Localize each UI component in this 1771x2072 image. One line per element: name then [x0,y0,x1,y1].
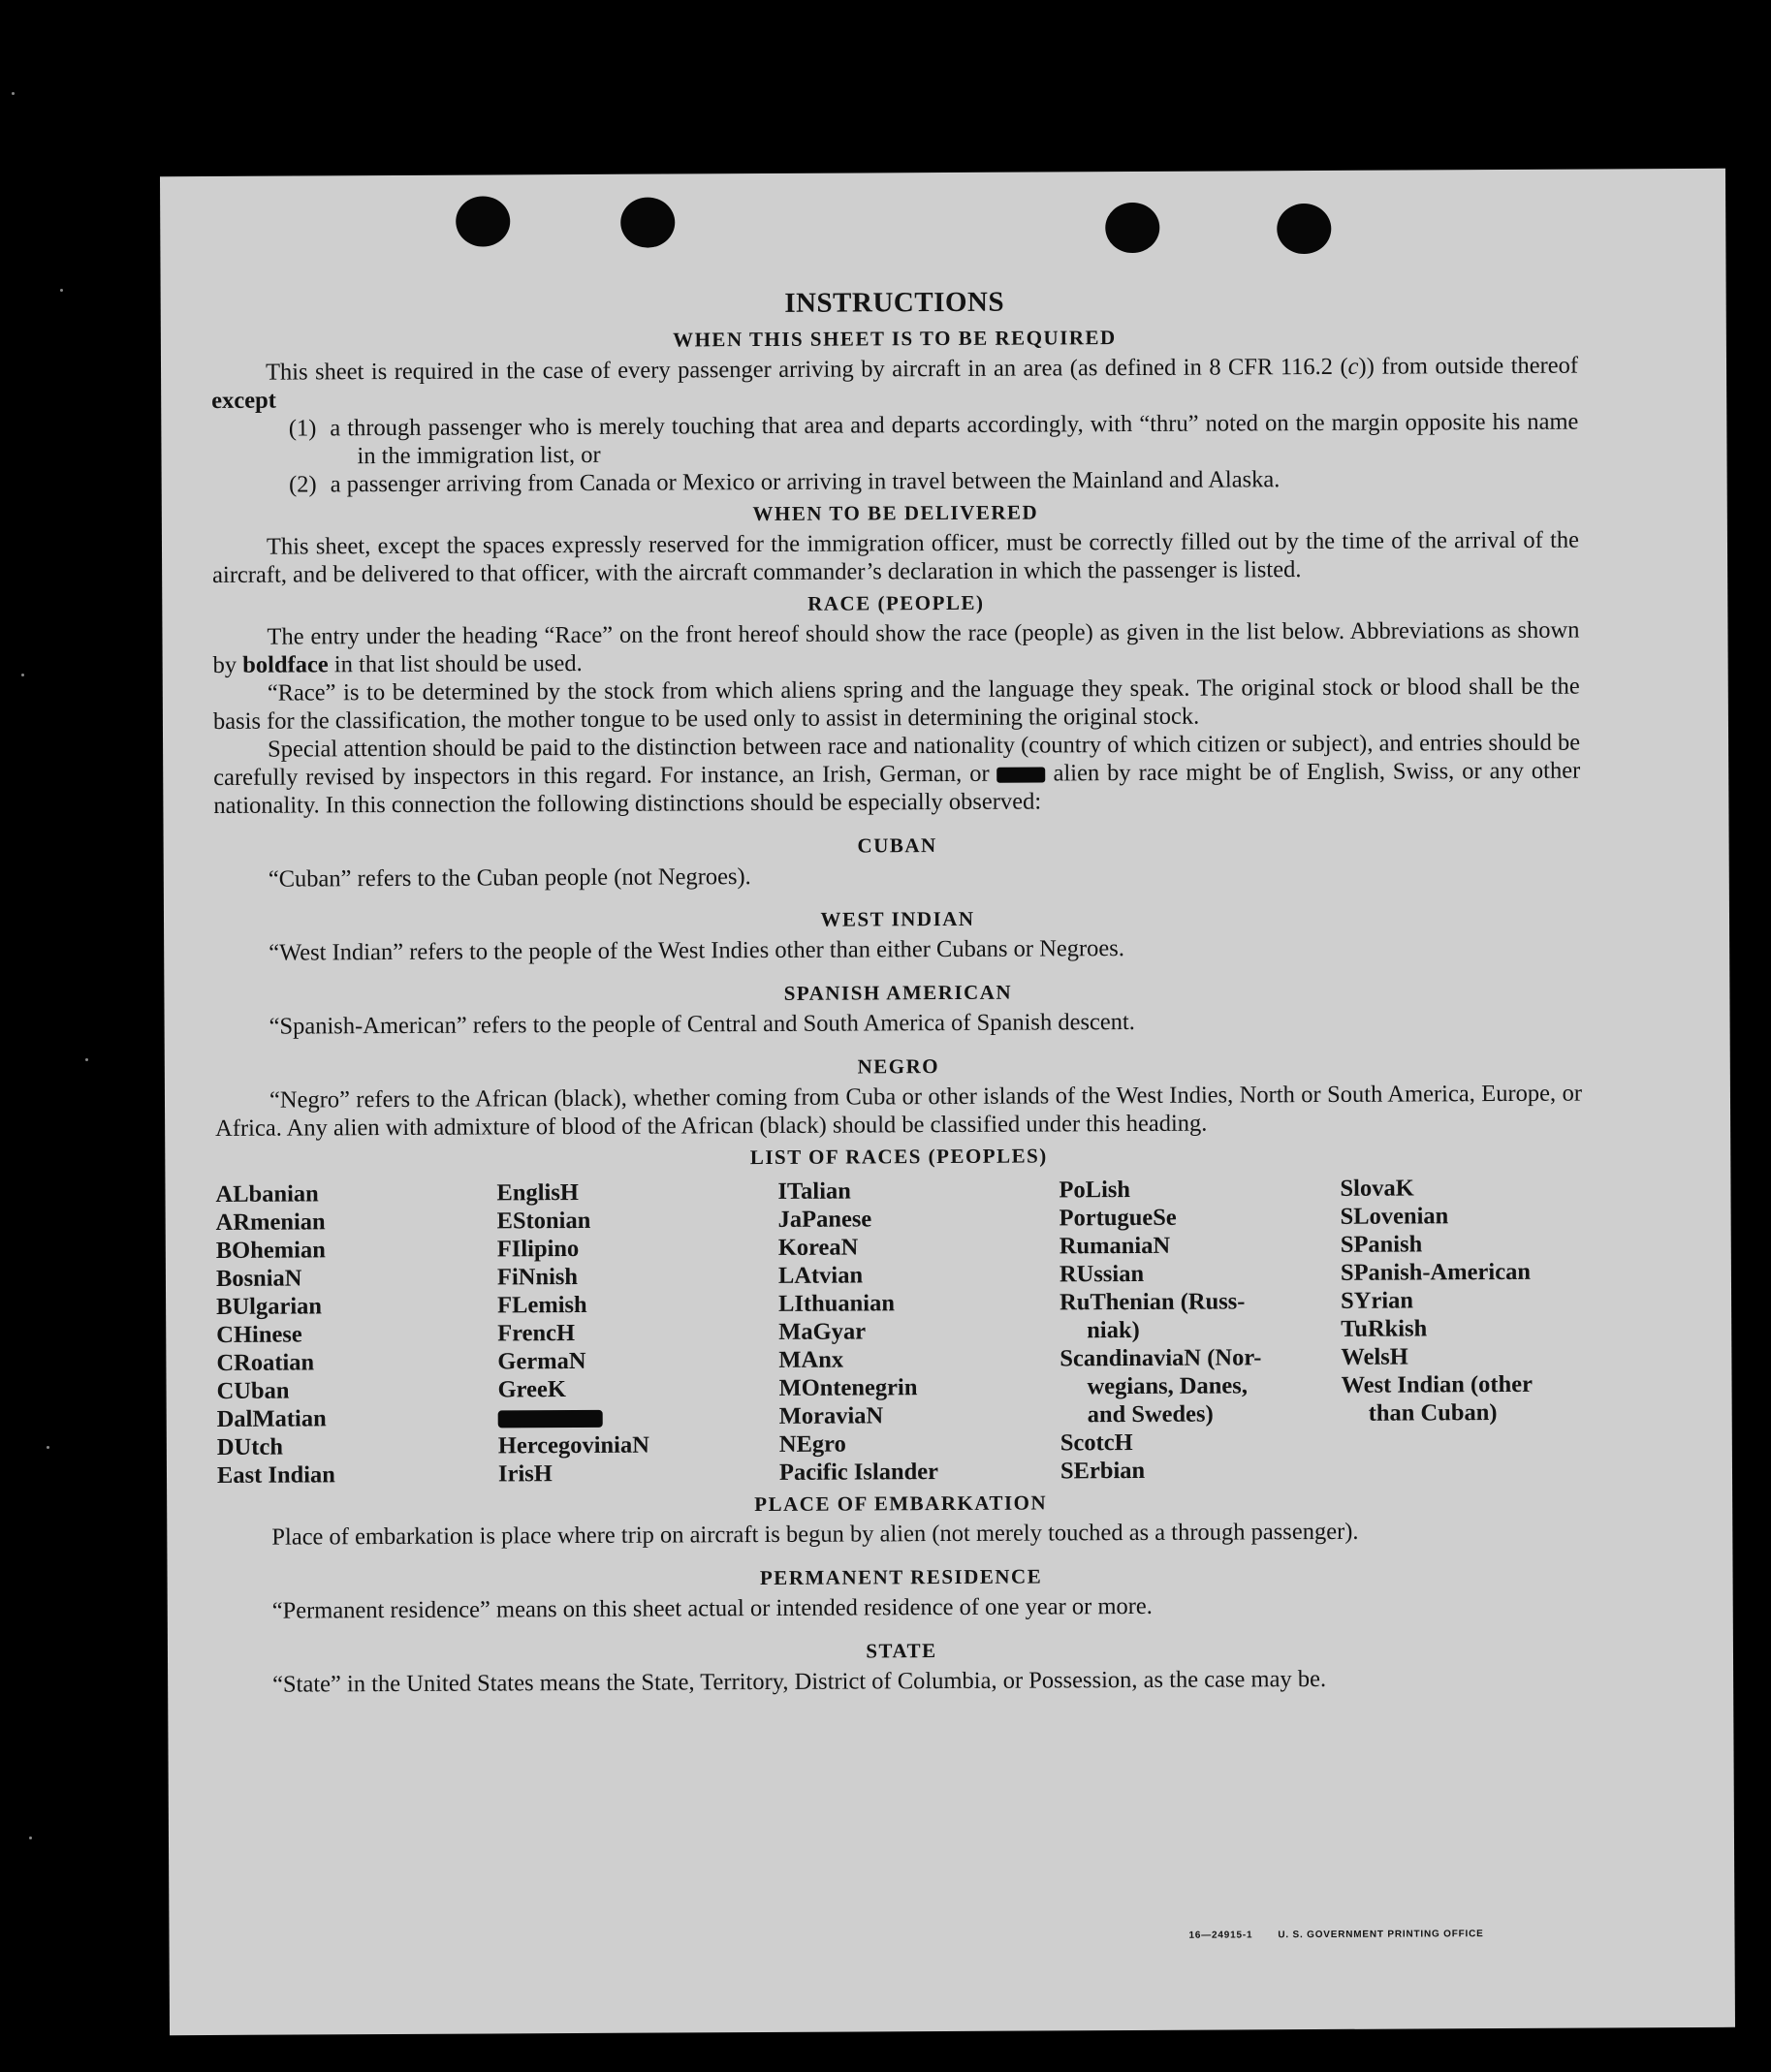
punch-hole [620,197,675,247]
section-heading-embarkation: PLACE OF EMBARKATION [754,1491,1048,1517]
document-sheet [160,169,1735,2035]
race-entry-continuation: and Swedes) [1087,1400,1214,1428]
race-entry: FLemish [497,1291,587,1319]
section-heading-list-of-races: LIST OF RACES (PEOPLES) [749,1144,1048,1170]
punch-hole [456,196,510,246]
residence-text: “Permanent residence” means on this sheet actual or intended residence of one year or more. [271,1592,1153,1624]
race-paragraph-2: “Race” is to be determined by the stock from which aliens spring and the language they speak. The original stock or blood shall be the basis for the classification, the mother tongue to be used only to assist in determining the original stock. [212,673,1580,735]
item-number: (1) [288,415,317,442]
race-entry: LAtvian [777,1262,864,1289]
race-entry: ScotcH [1059,1429,1133,1457]
race-entry: JaPanese [777,1206,872,1233]
races-column-4 [1059,1175,1342,1486]
races-column-2 [496,1177,779,1489]
negro-text: “Negro” refers to the African (black), whether coming from Cuba or other islands of the West Indies, North or South America, Europe, or Africa. Any alien with admixture of blood of the African (black) should be classified under this heading. [215,1080,1583,1142]
race-entry-continuation: than Cuban) [1368,1399,1498,1427]
scan-speck [29,1837,32,1839]
races-list [215,1174,1584,1490]
race-entry: NEgro [778,1430,846,1458]
delivered-text: This sheet, except the spaces expressly reserved for the immigration officer, must be correctly filled out by the time of the arrival of the aircraft, and be delivered to that officer, with the aircraft commander’s declaration in which the passenger is listed. [212,526,1580,588]
race-entry: EnglisH [496,1178,579,1207]
race-entry: ScandinaviaN (Nor- [1059,1344,1262,1372]
race-entry: SLovenian [1340,1203,1449,1230]
scan-speck [12,92,15,95]
form-number: 16—24915-1 [1188,1930,1253,1941]
cuban-text: “Cuban” refers to the Cuban people (not Negroes). [268,863,751,893]
race-entry: LIthuanian [778,1290,896,1317]
race-entry: EStonian [496,1207,591,1235]
race-entry: RuThenian (Russ- [1059,1288,1246,1316]
race-entry: CHinese [216,1321,302,1348]
race-paragraph-1: The entry under the heading “Race” on the front hereof should show the race (people) as given in the list below. Abbreviations as shown by boldface in that list should be used. [212,616,1580,678]
scan-speck [85,1058,88,1061]
race-entry: East Indian [216,1461,335,1489]
section-heading-state: STATE [866,1639,937,1663]
race-entry: BOhemian [215,1237,326,1264]
section-heading-negro: NEGRO [857,1054,940,1079]
race-entry: KoreaN [777,1234,859,1261]
race-entry: SErbian [1059,1457,1146,1485]
races-column-1 [215,1178,498,1490]
printer-name: U. S. GOVERNMENT PRINTING OFFICE [1278,1929,1484,1941]
race-entry: WelsH [1341,1343,1408,1370]
required-item-1 [211,408,1578,471]
punch-hole [1105,203,1159,253]
item-text: a passenger arriving from Canada or Mexico or arriving in travel between the Mainland and Alaska. [330,466,1281,498]
redaction-mark [498,1410,603,1428]
race-entry: ALbanian [215,1180,319,1208]
race-entry: CRoatian [216,1349,315,1376]
redaction-mark [997,768,1046,783]
race-entry: ITalian [777,1177,851,1205]
required-item-2 [212,464,1579,499]
section-heading-residence: PERMANENT RESIDENCE [759,1564,1043,1590]
spanish-american-text: “Spanish-American” refers to the people of Central and South America of Spanish descent. [269,1008,1135,1040]
race-entry: BosniaN [215,1265,302,1292]
section-heading-required: WHEN THIS SHEET IS TO BE REQUIRED [673,326,1117,352]
scan-speck [60,289,63,292]
page-title: INSTRUCTIONS [784,286,1005,319]
race-entry: SPanish [1340,1231,1423,1258]
races-column-3 [777,1176,1060,1487]
item-number: (2) [289,471,317,498]
race-entry: RumaniaN [1059,1232,1171,1260]
item-text: a through passenger who is merely touching that area and departs accordingly, with “thru” noted on the margin opposite his name in the immigration list, or [330,408,1579,470]
race-entry: PortugueSe [1059,1204,1177,1232]
race-entry: SlovaK [1340,1175,1414,1202]
race-entry-continuation: wegians, Danes, [1087,1372,1248,1400]
west-indian-text: “West Indian” refers to the people of the West Indies other than either Cubans or Negroes. [269,935,1125,966]
race-entry: MOntenegrin [778,1374,918,1401]
embarkation-text: Place of embarkation is place where trip on aircraft is begun by alien (not merely touched as a through passenger). [271,1518,1359,1551]
race-entry: DalMatian [216,1405,327,1432]
race-entry-continued [1342,1397,1623,1428]
race-entry: BUlgarian [216,1293,323,1320]
race-entry-redacted [498,1402,779,1432]
section-heading-west-indian: WEST INDIAN [820,906,975,931]
race-entry: SPanish-American [1340,1258,1531,1286]
race-entry-continuation: niak) [1087,1316,1140,1344]
race-entry: RUssian [1059,1260,1145,1288]
race-entry: DUtch [216,1433,283,1460]
race-entry: TuRkish [1341,1315,1428,1342]
race-entry-continued [1059,1315,1341,1345]
race-entry: ARmenian [215,1209,326,1236]
race-entry: HercegoviniaN [497,1431,649,1460]
race-entry: FrencH [497,1320,576,1347]
race-entry: FIlipino [496,1235,580,1263]
race-entry: MoraviaN [778,1402,884,1429]
race-entry: PoLish [1059,1177,1131,1204]
race-entry: SYrian [1341,1287,1414,1314]
race-entry: Pacific Islander [778,1459,939,1486]
section-heading-race: RACE (PEOPLE) [807,590,985,615]
race-entry: FiNnish [496,1264,579,1291]
state-text: “State” in the United States means the State, Territory, District of Columbia, or Possession, as the case may be. [272,1665,1327,1698]
race-entry: GreeK [497,1376,566,1403]
punch-hole [1277,204,1331,254]
race-entry-continued [1059,1371,1341,1401]
race-paragraph-3: Special attention should be paid to the distinction between race and nationality (country of which citizen or subject), and entries should be carefully revised by inspectors in this regard. For instance, an Irish, German, or alien by race might be of English, Swiss, or any other nationality. In this connection the following distinctions should be especially observed: [213,729,1581,819]
section-heading-cuban: CUBAN [857,833,937,858]
race-entry: West Indian (other [1341,1370,1533,1398]
race-entry: CUban [216,1377,290,1404]
section-heading-spanish-american: SPANISH AMERICAN [783,980,1013,1005]
race-entry-continued [1060,1399,1342,1429]
section-heading-delivered: WHEN TO BE DELIVERED [752,500,1039,526]
race-entry: MaGyar [778,1318,867,1345]
races-column-5 [1340,1173,1623,1484]
print-imprint [1188,1929,1483,1941]
race-entry: GermaN [497,1347,586,1375]
race-entry: MAnx [778,1346,844,1373]
instructions-content [211,284,1586,1699]
scan-speck [21,674,24,676]
scan-speck [47,1446,49,1449]
race-entry: IrisH [497,1460,553,1488]
required-intro: This sheet is required in the case of every passenger arriving by aircraft in an area (as defined in 8 CFR 116.2 (c)) from outside thereof except [211,352,1579,414]
